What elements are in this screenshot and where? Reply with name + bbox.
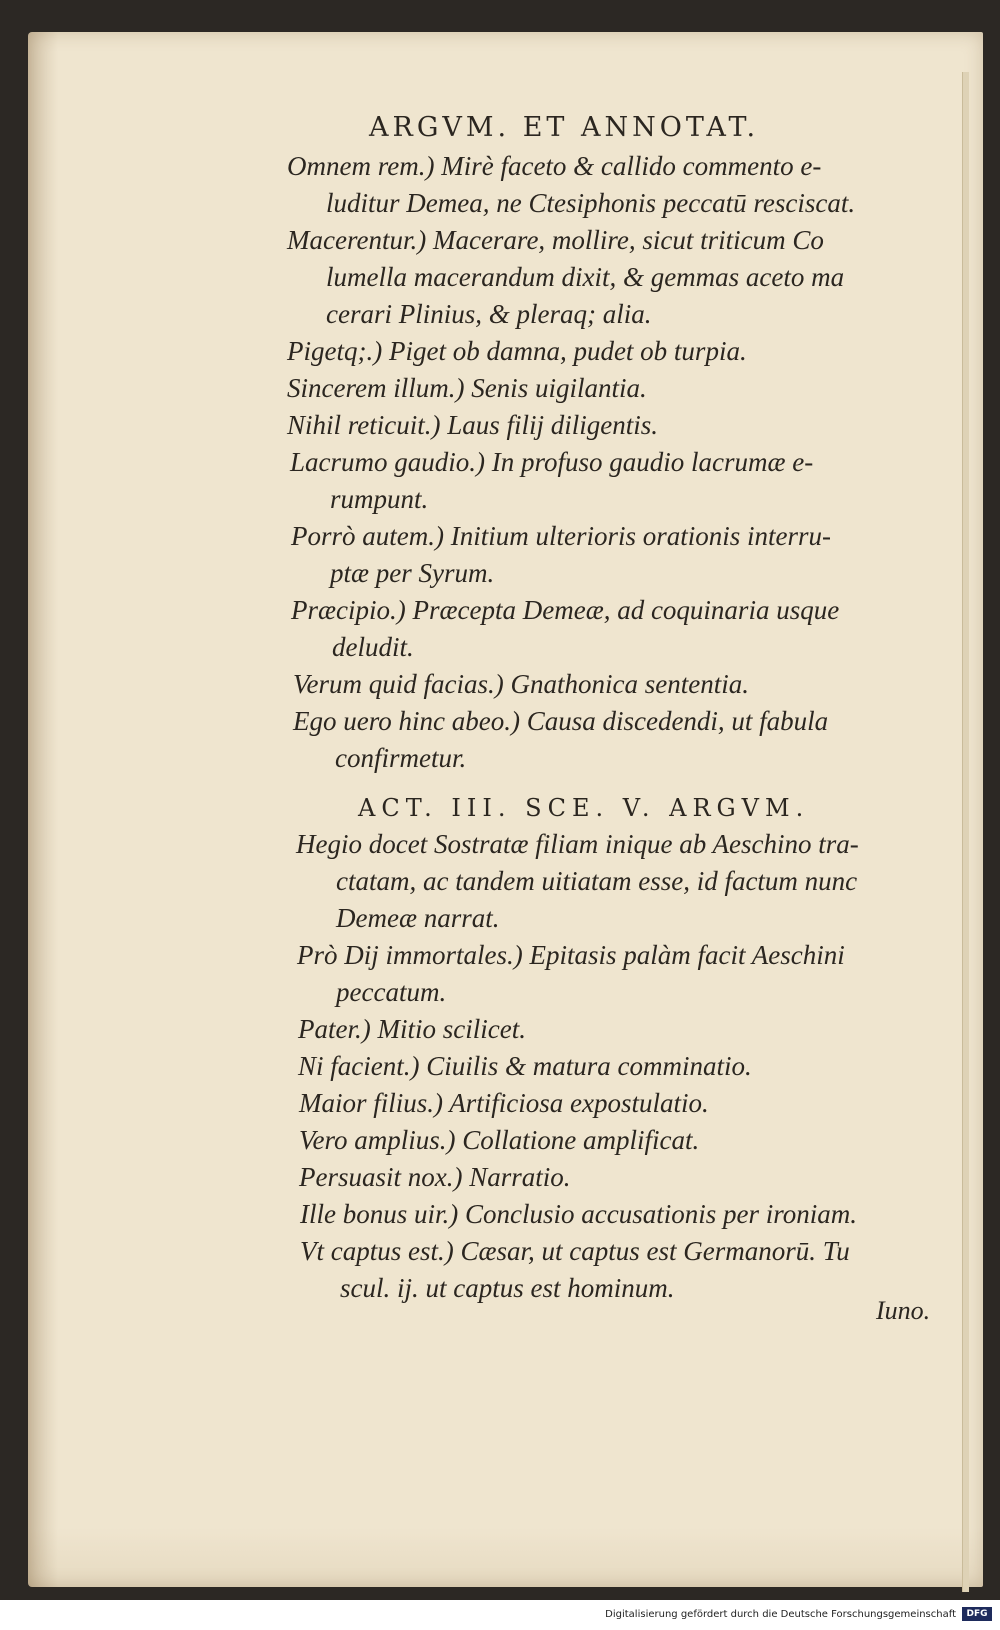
entry-line [296, 828, 859, 860]
entry-line [336, 865, 857, 897]
gloss: Demeæ narrat. [336, 903, 500, 933]
entry-line [326, 298, 651, 330]
lemma: Macerentur.) [287, 225, 427, 255]
funding-credit: Digitalisierung gefördert durch die Deutsche Forschungsgemeinschaft [605, 1609, 956, 1620]
lemma: Vt captus est.) [300, 1236, 454, 1266]
footer-bar [0, 1600, 1000, 1630]
entry-line [299, 1124, 699, 1156]
entry-line [291, 520, 831, 552]
gloss: Præcepta Demeæ, ad coquinaria usque [405, 595, 840, 625]
entry-line [330, 483, 428, 515]
entry-line [299, 1087, 709, 1119]
lemma: Nihil reticuit.) [287, 410, 441, 440]
lemma: Porrò autem.) [291, 521, 444, 551]
lemma: Præcipio.) [291, 595, 406, 625]
entry-line [300, 1198, 857, 1230]
gloss: Laus filij diligentis. [440, 410, 659, 440]
gloss: rumpunt. [330, 484, 429, 514]
gloss: Initium ulterioris orationis interru- [443, 521, 832, 551]
catchword: Iuno. [876, 1296, 931, 1325]
gloss: confirmetur. [335, 743, 467, 773]
gloss: Mirè faceto & callido commento e- [434, 151, 822, 181]
gloss: cerari Plinius, & pleraq; alia. [326, 299, 652, 329]
entry-line [287, 409, 658, 441]
entry-line [293, 668, 749, 700]
entry-line [299, 1161, 571, 1193]
entry-line [297, 939, 845, 971]
lemma: Sincerem illum.) [287, 373, 465, 403]
gloss: Macerare, mollire, sicut triticum Co [426, 225, 824, 255]
gloss: Cæsar, ut captus est Germanorū. Tu [453, 1236, 850, 1266]
gloss: deludit. [332, 632, 414, 662]
entry-line [290, 446, 813, 478]
lemma: Vero amplius.) [299, 1125, 456, 1155]
gloss: Senis uigilantia. [464, 373, 647, 403]
entry-line [298, 1013, 526, 1045]
gloss: ptæ per Syrum. [330, 558, 495, 588]
entry-line [336, 976, 446, 1008]
entry-line [332, 631, 414, 663]
lemma: Hegio docet [296, 829, 428, 859]
gloss: Conclusio accusationis per ironiam. [458, 1199, 857, 1229]
entry-line [287, 224, 824, 256]
gloss: Piget ob damna, pudet ob turpia. [382, 336, 747, 366]
entry-line [340, 1272, 674, 1304]
gloss: ctatam, ac tandem uitiatam esse, id factum nunc [336, 866, 858, 896]
gloss: lumella macerandum dixit, & gemmas aceto ma [326, 262, 845, 292]
gloss: peccatum. [336, 977, 447, 1007]
entry-line [300, 1235, 850, 1267]
lemma: Omnem rem.) [287, 151, 435, 181]
entry-line [291, 594, 839, 626]
entry-line [293, 705, 828, 737]
gloss: luditur Demea, ne Ctesiphonis peccatū resciscat. [326, 188, 856, 218]
lemma: Prò Dij immortales.) [297, 940, 523, 970]
lemma: Ille bonus uir.) [300, 1199, 459, 1229]
entry-line [330, 557, 494, 589]
running-head: ARGVM. ET ANNOTAT. [369, 112, 760, 143]
gloss: Sostratæ filiam inique ab Aeschino tra- [427, 829, 859, 859]
gloss: Causa discedendi, ut fabula [519, 706, 829, 736]
lemma: Lacrumo gaudio.) [290, 447, 485, 477]
gloss: Ciuilis & matura comminatio. [419, 1051, 752, 1081]
lemma: Ni facient.) [298, 1051, 420, 1081]
lemma: Pater.) [298, 1014, 371, 1044]
gloss: Narratio. [462, 1162, 571, 1192]
lemma: Verum quid facias.) [293, 669, 504, 699]
lemma: Persuasit nox.) [299, 1162, 463, 1192]
lemma: Ego uero hinc abeo.) [293, 706, 520, 736]
gloss: Gnathonica sententia. [503, 669, 749, 699]
entry-line [287, 150, 821, 182]
gloss: Mitio scilicet. [370, 1014, 526, 1044]
gloss: Epitasis palàm facit Aeschini [522, 940, 845, 970]
gloss: In profuso gaudio lacrumæ e- [485, 447, 814, 477]
page-edge [962, 72, 969, 1592]
entry-line [287, 335, 747, 367]
lemma: Maior filius.) [299, 1088, 444, 1118]
entry-line [287, 372, 647, 404]
entry-line [326, 261, 844, 293]
gloss: Collatione amplificat. [455, 1125, 700, 1155]
entry-line [335, 742, 466, 774]
dfg-logo: DFG [962, 1607, 992, 1621]
gloss: scul. ij. ut captus est hominum. [340, 1273, 675, 1303]
lemma: Pigetq;.) [287, 336, 383, 366]
scene-heading: ACT. III. SCE. V. ARGVM. [358, 794, 810, 822]
gloss: Artificiosa expostulatio. [443, 1088, 709, 1118]
entry-line [298, 1050, 752, 1082]
entry-line [336, 902, 500, 934]
entry-line [326, 187, 855, 219]
